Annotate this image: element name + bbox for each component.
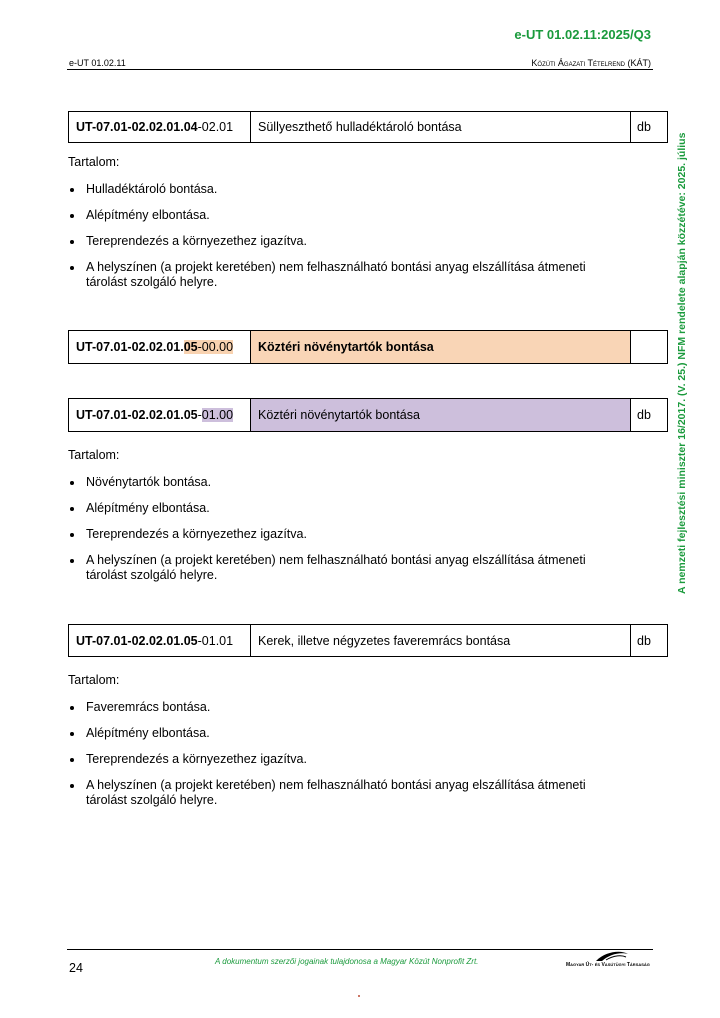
- content-label: Tartalom:: [68, 448, 120, 462]
- copyright-notice: A dokumentum szerzői jogainak tulajdonosa a Magyar Közút Nonprofit Zrt.: [215, 957, 479, 966]
- content-label: Tartalom:: [68, 155, 120, 169]
- item-unit: db: [637, 633, 651, 648]
- page-number: 24: [69, 961, 83, 975]
- header-rule: [67, 69, 653, 70]
- list-item: Alépítmény elbontása.: [68, 208, 628, 223]
- content-label: Tartalom:: [68, 673, 120, 687]
- item-name: Kerek, illetve négyzetes faveremrács bontása: [251, 625, 631, 656]
- organization-logo: [566, 950, 654, 972]
- item-unit: db: [637, 120, 651, 134]
- item-row-1: [68, 111, 668, 143]
- document-code: e-UT 01.02.11:2025/Q3: [514, 27, 651, 42]
- item-code: UT-07.01-02.02.01.04 -02.01: [69, 112, 251, 142]
- side-publication-note: A nemzeti fejlesztési miniszter 16/2017. (V. 25.) NFM rendelete alapján közzétéve: 2025. július: [676, 132, 688, 594]
- item-code: UT-07.01-02.02.01.05 - 01.00: [69, 399, 251, 431]
- list-item: Növénytartók bontása.: [68, 475, 628, 490]
- item-name: Köztéri növénytartók bontása: [251, 331, 631, 363]
- stray-mark: [358, 995, 360, 997]
- list-item: Alépítmény elbontása.: [68, 726, 628, 741]
- header-right: Közúti Ágazati Tételrend (KÁT): [531, 58, 651, 68]
- item-row-3: [68, 398, 668, 432]
- list-item: Tereprendezés a környezethez igazítva.: [68, 527, 628, 542]
- list-item: A helyszínen (a projekt keretében) nem felhasználható bontási anyag elszállítása átmeneti tárolást szolgáló helyre.: [68, 553, 628, 583]
- list-item: Faveremrács bontása.: [68, 700, 628, 715]
- content-list: [68, 475, 628, 594]
- list-item: Tereprendezés a környezethez igazítva.: [68, 234, 628, 249]
- header-left: e-UT 01.02.11: [69, 58, 126, 68]
- item-name: Süllyeszthető hulladéktároló bontása: [251, 112, 631, 142]
- list-item: Alépítmény elbontása.: [68, 501, 628, 516]
- item-code: UT-07.01-02.02.01.05 -01.01: [69, 625, 251, 656]
- content-list: [68, 700, 628, 819]
- item-unit: db: [637, 408, 651, 422]
- list-item: A helyszínen (a projekt keretében) nem felhasználható bontási anyag elszállítása átmeneti tárolást szolgáló helyre.: [68, 778, 628, 808]
- item-name: Köztéri növénytartók bontása: [251, 399, 631, 431]
- list-item: Tereprendezés a környezethez igazítva.: [68, 752, 628, 767]
- item-row-2: [68, 330, 668, 364]
- list-item: A helyszínen (a projekt keretében) nem felhasználható bontási anyag elszállítása átmeneti tárolást szolgáló helyre.: [68, 260, 628, 290]
- item-code: UT-07.01-02.02.01. 05 -00.00: [69, 331, 251, 363]
- content-list: [68, 182, 628, 301]
- item-row-4: [68, 624, 668, 657]
- item-unit: [631, 331, 667, 363]
- list-item: Hulladéktároló bontása.: [68, 182, 628, 197]
- logo-text: Magyar Út- és Vasútügyi Társaság: [566, 962, 650, 968]
